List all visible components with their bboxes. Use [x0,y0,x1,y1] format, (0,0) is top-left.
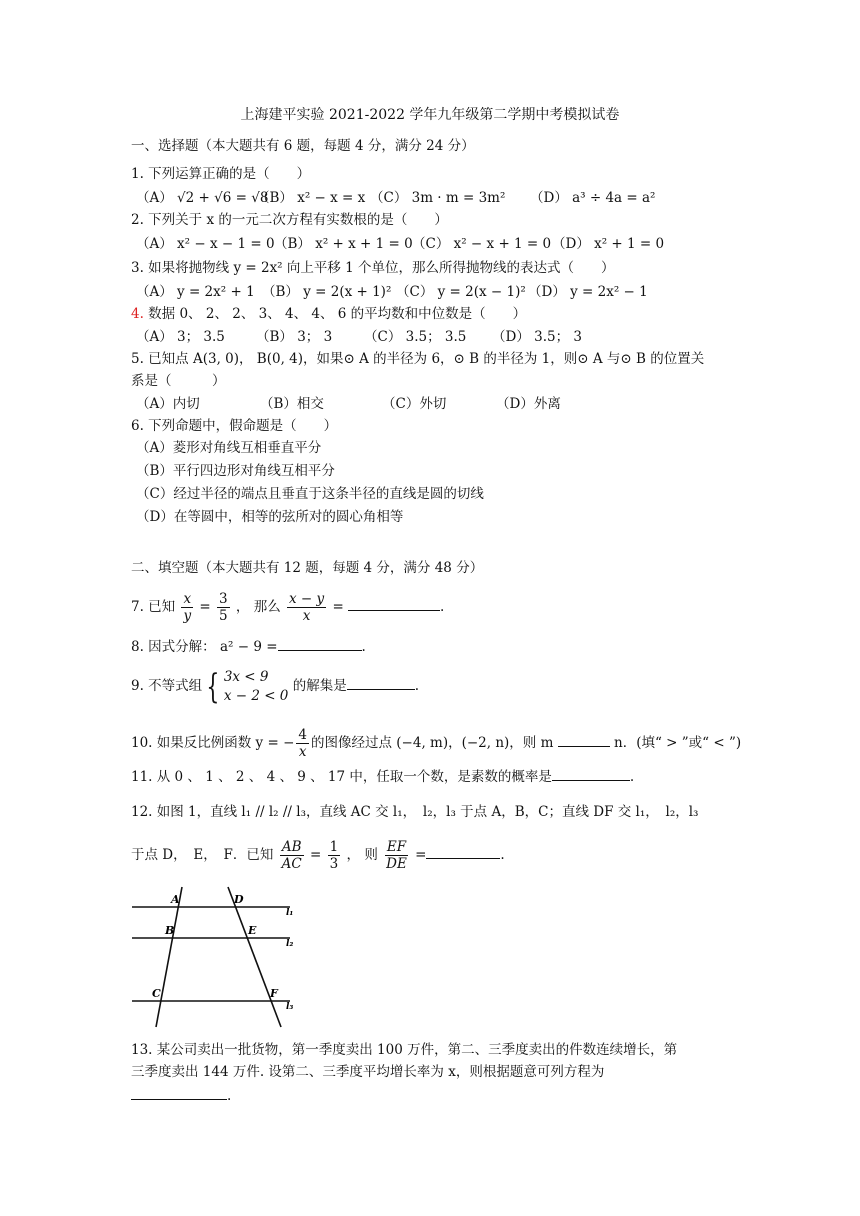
q12-f2-numerator: 1 [329,839,339,855]
q8-period: . [361,639,366,655]
q5-option-c: （C）外切 [382,396,447,412]
q6-option-d: （D）在等圆中，相等的弦所对的圆心角相等 [136,509,404,525]
q11-text: 11. 从 0 、 1 、 2 、 4 、 9 、 17 中，任取一个数，是素数的概率是 [131,769,552,785]
q6-option-b: （B）平行四边形对角线互相平分 [136,463,335,479]
question-5-stem-line2: 系是（ ） [131,373,226,389]
q11-answer-blank[interactable] [552,766,630,781]
label-d: D [234,893,244,906]
q1-option-b: （B） x² − x = x [256,190,366,206]
q2-option-a: （A） x² − x − 1 = 0 [136,236,275,252]
q10-middle: 的图像经过点 (−4, m)，(−2, n)，则 m [310,735,554,751]
question-2-options [136,234,664,254]
q3-option-b: （B） y = 2(x + 1)² [262,284,392,300]
q12-fraction-ef-de [384,839,409,872]
q8-answer-blank[interactable] [278,636,362,651]
q7-then: ， 那么 [235,599,281,615]
q9-inequality-1: 3x < 9 [223,668,269,685]
label-l2: l₂ [286,939,294,949]
q7-equals-2: = [332,599,349,615]
q7-equals: = [199,599,211,615]
question-12-line1: 12. 如图 1，直线 l₁ // l₂ // l₃，直线 AC 交 l₁， l₂，l₃ 于点 A，B，C；直线 DF 交 l₁， l₂，l₃ [131,804,699,820]
q7-answer-blank[interactable] [348,596,440,611]
question-13-line2: 三季度卖出 144 万件. 设第二、三季度平均增长率为 x，则根据题意可列方程为 [131,1064,605,1080]
q4-option-d: （D） 3.5； 3 [492,329,582,345]
section-2-header: 二、填空题（本大题共有 12 题，每题 4 分，满分 48 分） [131,560,484,576]
q12-f3-numerator: EF [386,839,407,855]
label-f: F [270,987,278,1000]
q5-option-d: （D）外离 [496,396,561,412]
question-4-text: 数据 0、 2、 2、 3、 4、 4、 6 的平均数和中位数是（ ） [143,306,527,322]
q7-f3-numerator: x − y [289,591,325,607]
question-13-answer-line [131,1085,231,1106]
q12-f1-denominator: AC [281,856,302,872]
q9-suffix: 的解集是 [292,678,347,694]
q1-option-c: （C） 3m · m = 3m² [370,190,506,206]
question-2-stem: 2. 下列关于 x 的一元二次方程有实数根的是（ ） [131,212,448,228]
q9-prefix: 9. 不等式组 [131,678,203,694]
q12-f1-numerator: AB [281,839,302,855]
question-7 [131,590,444,624]
label-l1: l₁ [286,908,294,918]
label-l3: l₃ [286,1002,294,1012]
q12-answer-blank[interactable] [426,844,500,859]
q13-period: . [227,1088,232,1104]
q7-f1-numerator: x [183,591,192,607]
q7-f3-denominator: x [302,608,311,624]
question-5-stem-line1: 5. 已知点 A(3, 0)， B(0, 4)，如果⊙ A 的半径为 6，⊙ B 的半径为 1，则⊙ A 与⊙ B 的位置关 [131,351,705,367]
q10-numerator: 4 [298,727,307,743]
q12-prefix: 于点 D， E， F．已知 [131,847,274,863]
section-1-header: 一、选择题（本大题共有 6 题，每题 4 分，满分 24 分） [131,138,475,154]
question-1-stem: 1. 下列运算正确的是（ ） [131,166,311,182]
label-a: A [171,893,180,906]
q3-option-d: （D） y = 2x² − 1 [528,284,648,300]
page-title: 上海建平实验 2021-2022 学年九年级第二学期中考模拟试卷 [240,107,620,123]
question-4-number: 4. [131,306,144,322]
q1-option-d: （D） a³ ÷ 4a = a² [530,190,656,206]
q4-option-c: （C） 3.5； 3.5 [364,329,467,345]
question-11 [131,766,634,787]
q6-option-c: （C）经过半径的端点且垂直于这条半径的直线是圆的切线 [136,486,484,502]
question-5-options [136,394,561,414]
q12-f3-denominator: DE [386,856,407,872]
q12-equals: = [310,847,322,863]
q7-fraction-target [287,591,326,624]
q2-option-c: （C） x² − x + 1 = 0 [412,236,552,252]
question-3-options [136,282,648,302]
question-4-stem [131,304,526,324]
line-ac [156,887,182,1027]
q13-answer-blank[interactable] [131,1085,227,1100]
question-6-stem: 6. 下列命题中，假命题是（ ） [131,418,338,434]
q11-period: . [629,769,635,785]
q12-f2-denominator: 3 [329,856,339,872]
question-12-line2 [131,838,505,872]
q7-f2-denominator: 5 [219,608,228,624]
question-3-stem: 3. 如果将抛物线 y = 2x² 向上平移 1 个单位，那么所得抛物线的表达式（ ） [131,260,615,276]
question-8 [131,636,366,657]
figure-1-parallel-lines [130,885,310,1035]
label-c: C [152,987,161,1000]
question-10 [131,726,741,760]
q1-option-a: （A） √2 + √6 = √8 [136,190,269,206]
q12-equals-2: = [415,847,427,863]
q7-prefix: 7. 已知 [131,599,176,615]
q7-fraction-3-over-5 [217,591,230,624]
q8-text: 8. 因式分解： a² − 9 = [131,639,278,655]
q9-inequality-2: x − 2 < 0 [223,687,289,704]
q2-option-b: （B） x² + x + 1 = 0 [274,236,413,252]
q10-denominator: x [298,744,307,760]
q12-fraction-1-3 [328,839,341,872]
q9-inequality-system [224,668,289,706]
q7-period: . [440,599,445,615]
line-df [228,887,281,1027]
q6-option-a: （A）菱形对角线互相垂直平分 [136,440,322,456]
question-1-options [136,188,655,208]
q4-option-b: （B） 3； 3 [256,329,333,345]
question-9 [131,666,419,706]
q10-prefix: 10. 如果反比例函数 y = − [131,735,295,751]
q12-period: . [500,847,505,863]
q12-fraction-ab-ac [280,839,304,872]
q10-answer-blank[interactable] [558,732,610,747]
q9-period: . [414,678,419,694]
label-b: B [165,924,175,937]
label-e: E [248,924,257,937]
question-4-options [136,327,582,347]
q3-option-a: （A） y = 2x² + 1 [136,284,255,300]
q7-f1-denominator: y [183,608,192,624]
question-13-line1: 13. 某公司卖出一批货物，第一季度卖出 100 万件，第二、三季度卖出的件数连续增长，第 [131,1042,678,1058]
q7-f2-numerator: 3 [219,591,228,607]
q5-option-b: （B）相交 [260,396,324,412]
q2-option-d: （D） x² + 1 = 0 [552,236,665,252]
q7-fraction-x-over-y [181,591,193,624]
q12-then: ， 则 [346,847,378,863]
q5-option-a: （A）内切 [136,396,200,412]
q9-brace: { [206,666,220,707]
q10-fraction [296,727,309,760]
q4-option-a: （A） 3； 3.5 [136,329,225,345]
q10-suffix: n．(填“ > ”或“ < ”) [614,735,742,751]
q9-answer-blank[interactable] [347,675,415,690]
q3-option-c: （C） y = 2(x − 1)² [396,284,526,300]
